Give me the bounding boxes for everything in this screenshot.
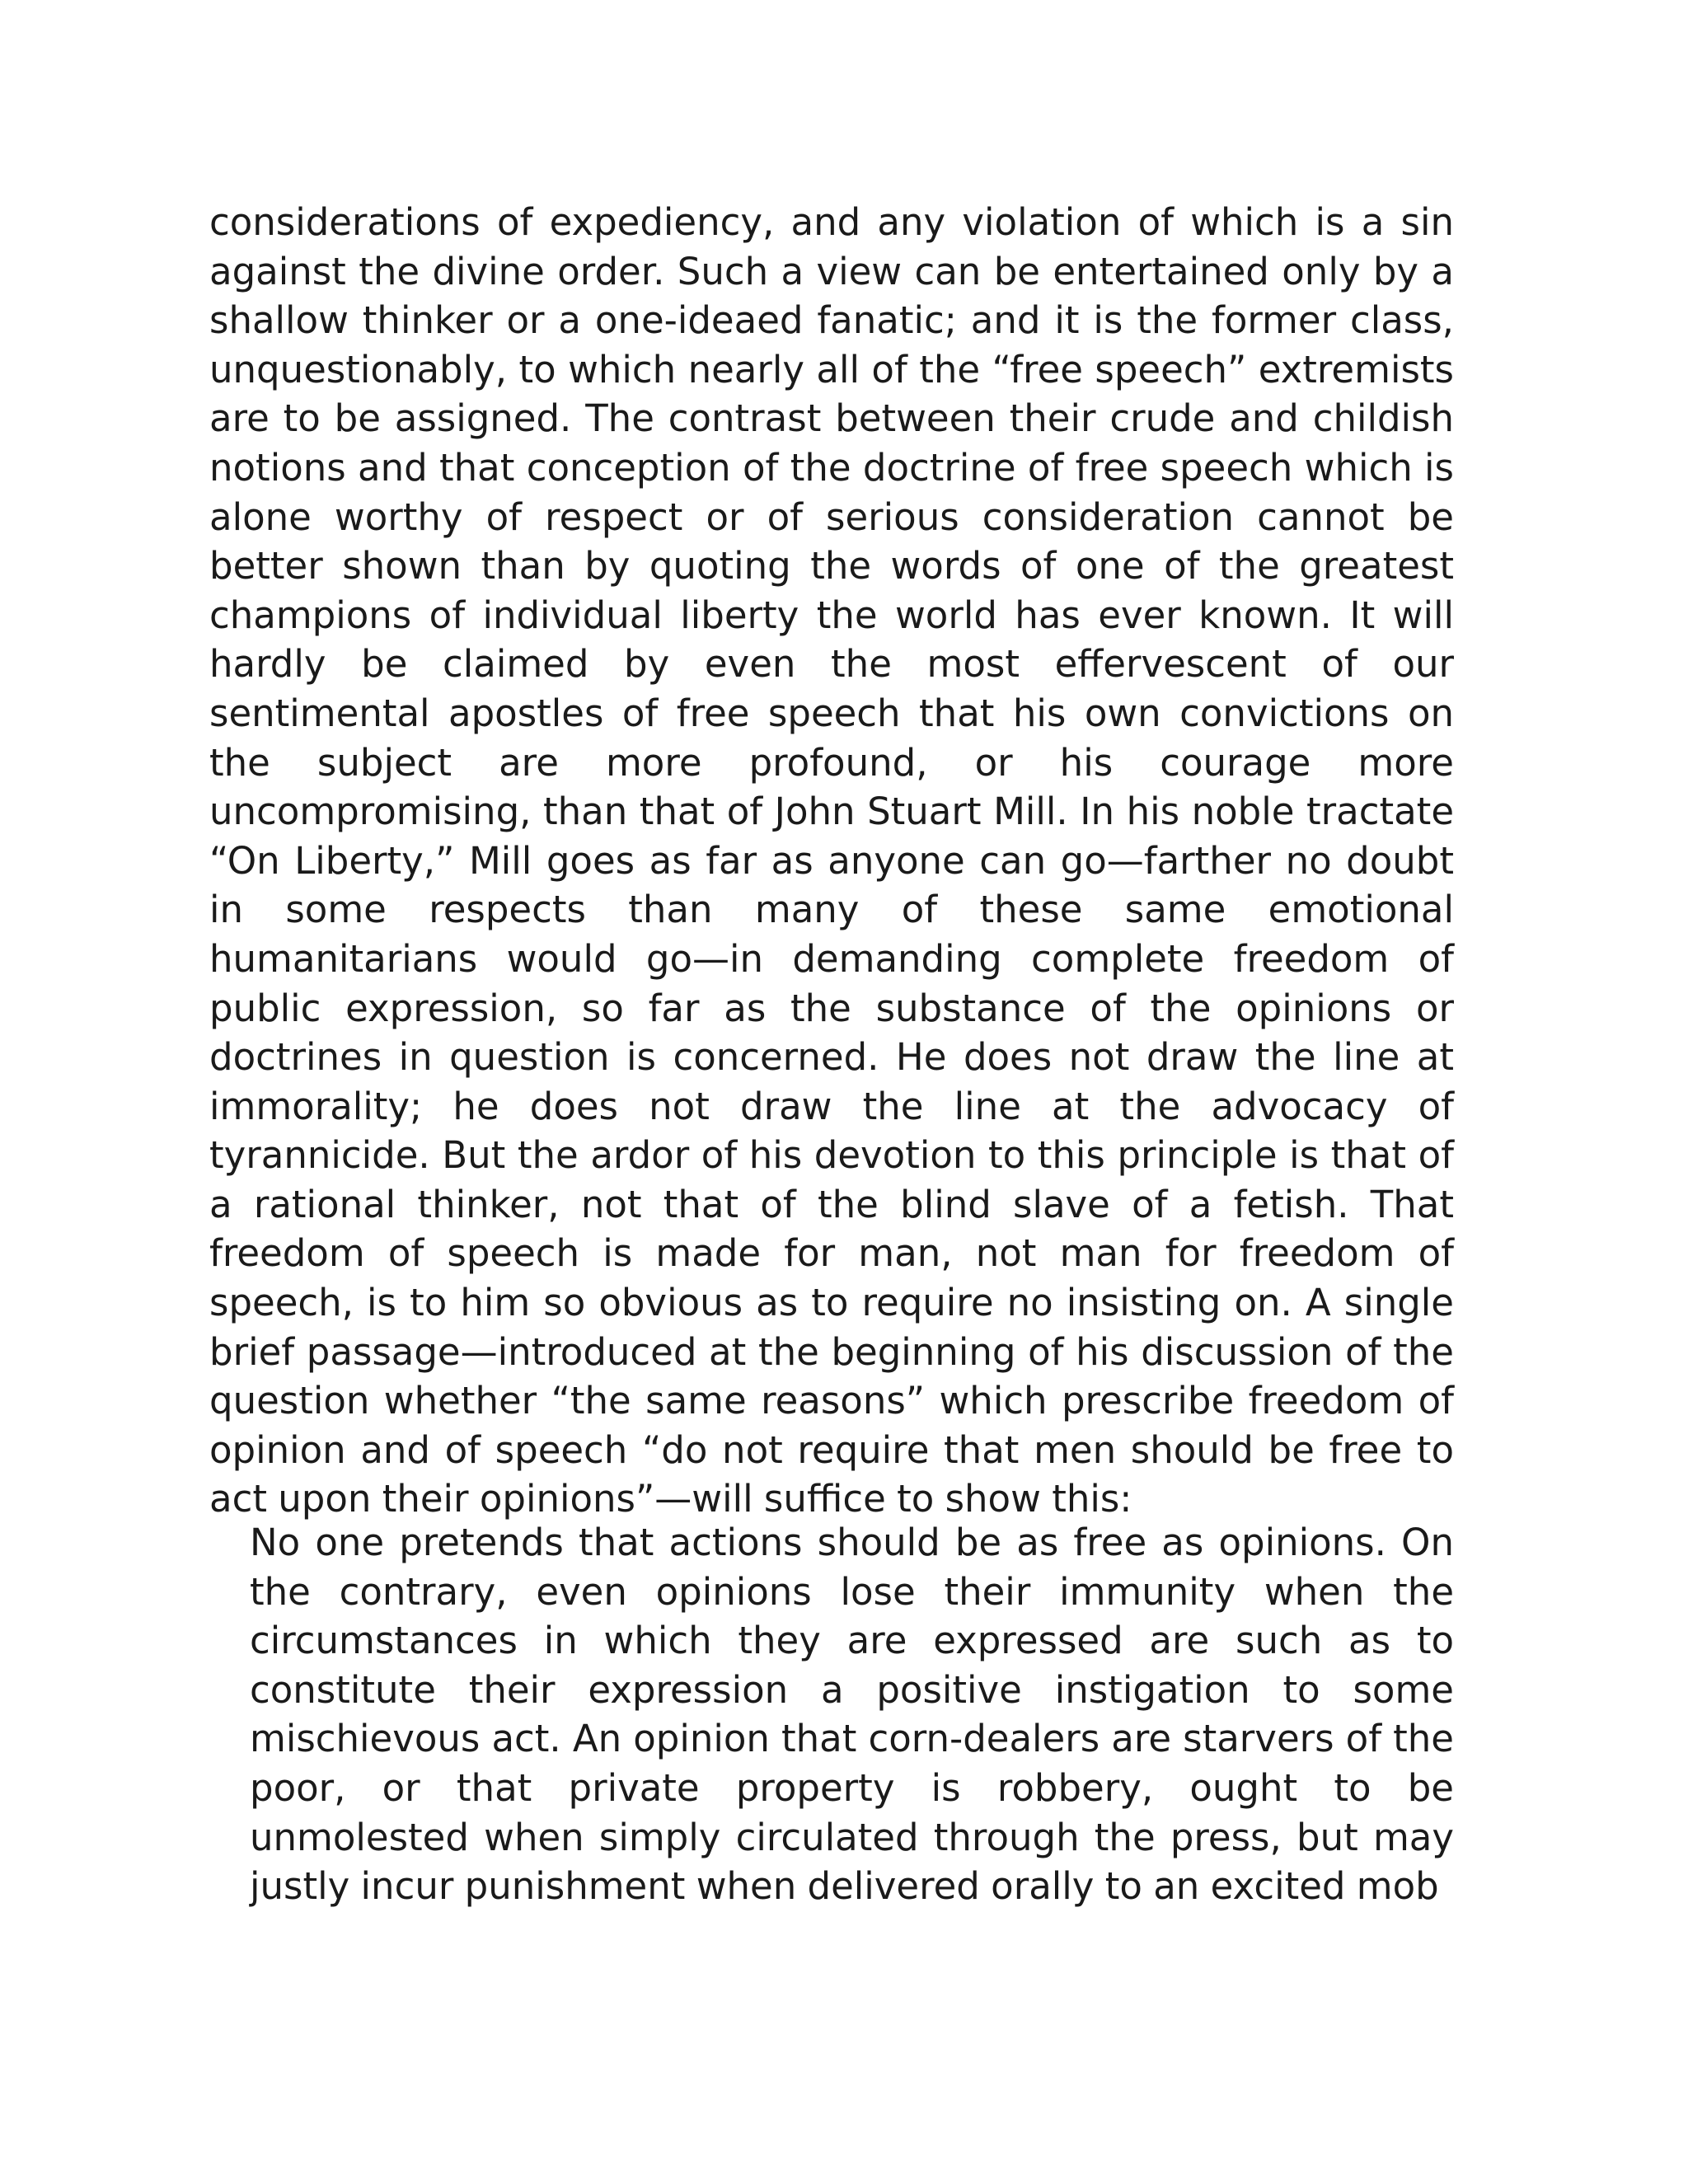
block-quote: No one pretends that actions should be as free as opinions. On the contrary, even opinions lose their immunity when the circumstances in which they are expressed are such as to constitute their expression a positive instigation to some mischievous act. An opinion that corn-dealers are starvers of the poor, or that private property is robbery, ought to be unmolested when simply circulated through the press, but may justly incur punishment when delivered orally to an excited mob: [250, 1521, 1454, 1909]
main-paragraph: considerations of expediency, and any violation of which is a sin against the divine order. Such a view can be entertained only by a shallow thinker or a one-ideaed fanatic; and it is the former class, unquestionably, to which nearly all of the “free speech” extremists are to be assigned. The contrast between their crude and childish notions and that conception of the doctrine of free speech which is alone worthy of respect or of serious consideration cannot be better shown than by quoting the words of one of the greatest champions of individual liberty the world has ever known. It will hardly be claimed by even the most effervescent of our sentimental apostles of free speech that his own convictions on the subject are more profound, or his courage more uncompromising, than that of John Stuart Mill. In his noble tractate “On Liberty,” Mill goes as far as anyone can go—farther no doubt in some respects than many of these same emotional humanitarians would go—in demanding complete freedom of public expression, so far as the substance of the opinions or doctrines in question is concerned. He does not draw the line at immorality; he does not draw the line at the advocacy of tyrannicide. But the ardor of his devotion to this principle is that of a rational thinker, not that of the blind slave of a fetish. That freedom of speech is made for man, not man for freedom of speech, is to him so obvious as to require no insisting on. A single brief passage—introduced at the beginning of his discussion of the question whether “the same reasons” which prescribe freedom of opinion and of speech “do not require that men should be free to act upon their opinions”—will suffice to show this:: [209, 200, 1454, 1521]
